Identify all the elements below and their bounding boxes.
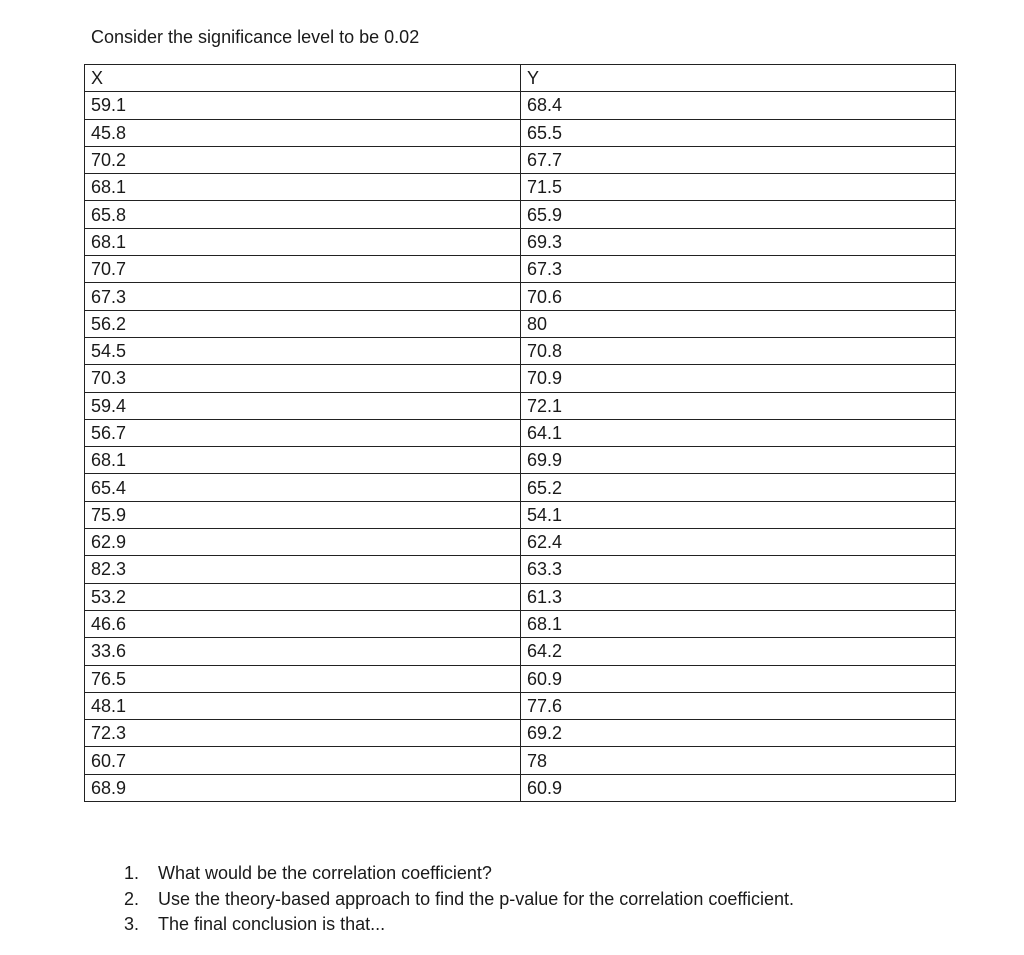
table-row [85,201,956,228]
table-row [85,774,956,801]
cell-y: 60.9 [521,774,956,801]
table-row [85,747,956,774]
cell-x: 46.6 [85,610,521,637]
cell-x: 70.2 [85,146,521,173]
cell-x: 68.9 [85,774,521,801]
table-row [85,529,956,556]
list-item-number: 3. [124,914,140,934]
table-row [85,638,956,665]
table-row [85,228,956,255]
cell-x: 82.3 [85,556,521,583]
cell-x: 62.9 [85,529,521,556]
table-row [85,174,956,201]
table-row [85,92,956,119]
cell-x: 65.4 [85,474,521,501]
cell-x: 53.2 [85,583,521,610]
cell-x: 48.1 [85,692,521,719]
cell-y: 67.7 [521,146,956,173]
cell-x: 67.3 [85,283,521,310]
table-row [85,556,956,583]
cell-x: 75.9 [85,501,521,528]
cell-y: 77.6 [521,692,956,719]
table-row [85,119,956,146]
list-item [124,912,794,938]
cell-y: 63.3 [521,556,956,583]
table-row [85,419,956,446]
cell-y: 80 [521,310,956,337]
cell-x: 70.7 [85,256,521,283]
cell-x: 76.5 [85,665,521,692]
list-item-number: 1. [124,863,140,883]
table-row [85,365,956,392]
cell-y: 70.8 [521,337,956,364]
cell-x: 65.8 [85,201,521,228]
table-row [85,720,956,747]
cell-y: 61.3 [521,583,956,610]
cell-x: 60.7 [85,747,521,774]
cell-y: 65.9 [521,201,956,228]
table-row [85,310,956,337]
list-item [124,887,794,913]
column-header-x: X [85,65,521,92]
table-row [85,610,956,637]
list-item [124,861,794,887]
cell-x: 59.4 [85,392,521,419]
cell-x: 59.1 [85,92,521,119]
cell-x: 72.3 [85,720,521,747]
table-row [85,392,956,419]
list-item-text: What would be the correlation coefficient? [158,863,492,883]
cell-y: 62.4 [521,529,956,556]
cell-y: 64.1 [521,419,956,446]
cell-y: 68.4 [521,92,956,119]
cell-y: 64.2 [521,638,956,665]
table-row [85,474,956,501]
cell-x: 70.3 [85,365,521,392]
cell-y: 60.9 [521,665,956,692]
list-item-text: The final conclusion is that... [158,914,386,934]
cell-y: 70.6 [521,283,956,310]
cell-x: 68.1 [85,228,521,255]
question-list [124,861,794,938]
table-row [85,583,956,610]
table-row [85,256,956,283]
data-table [84,64,956,802]
cell-x: 56.7 [85,419,521,446]
cell-y: 69.9 [521,447,956,474]
intro-text: Consider the significance level to be 0.02 [91,27,420,47]
cell-y: 69.3 [521,228,956,255]
list-item-text: Use the theory-based approach to find the p-value for the correlation coefficient. [158,888,795,909]
cell-y: 65.2 [521,474,956,501]
table-row [85,337,956,364]
cell-y: 67.3 [521,256,956,283]
cell-y: 65.5 [521,119,956,146]
cell-x: 45.8 [85,119,521,146]
table-row [85,146,956,173]
table-row [85,447,956,474]
cell-y: 68.1 [521,610,956,637]
cell-x: 33.6 [85,638,521,665]
cell-y: 70.9 [521,365,956,392]
cell-x: 54.5 [85,337,521,364]
table-row [85,283,956,310]
cell-y: 69.2 [521,720,956,747]
table-header-row [85,65,956,92]
table-row [85,501,956,528]
cell-x: 68.1 [85,447,521,474]
column-header-y: Y [521,65,956,92]
table-row [85,692,956,719]
cell-x: 56.2 [85,310,521,337]
table-body [85,92,956,802]
cell-y: 72.1 [521,392,956,419]
list-item-number: 2. [124,888,140,909]
cell-y: 71.5 [521,174,956,201]
cell-y: 54.1 [521,501,956,528]
table-row [85,665,956,692]
cell-x: 68.1 [85,174,521,201]
cell-y: 78 [521,747,956,774]
